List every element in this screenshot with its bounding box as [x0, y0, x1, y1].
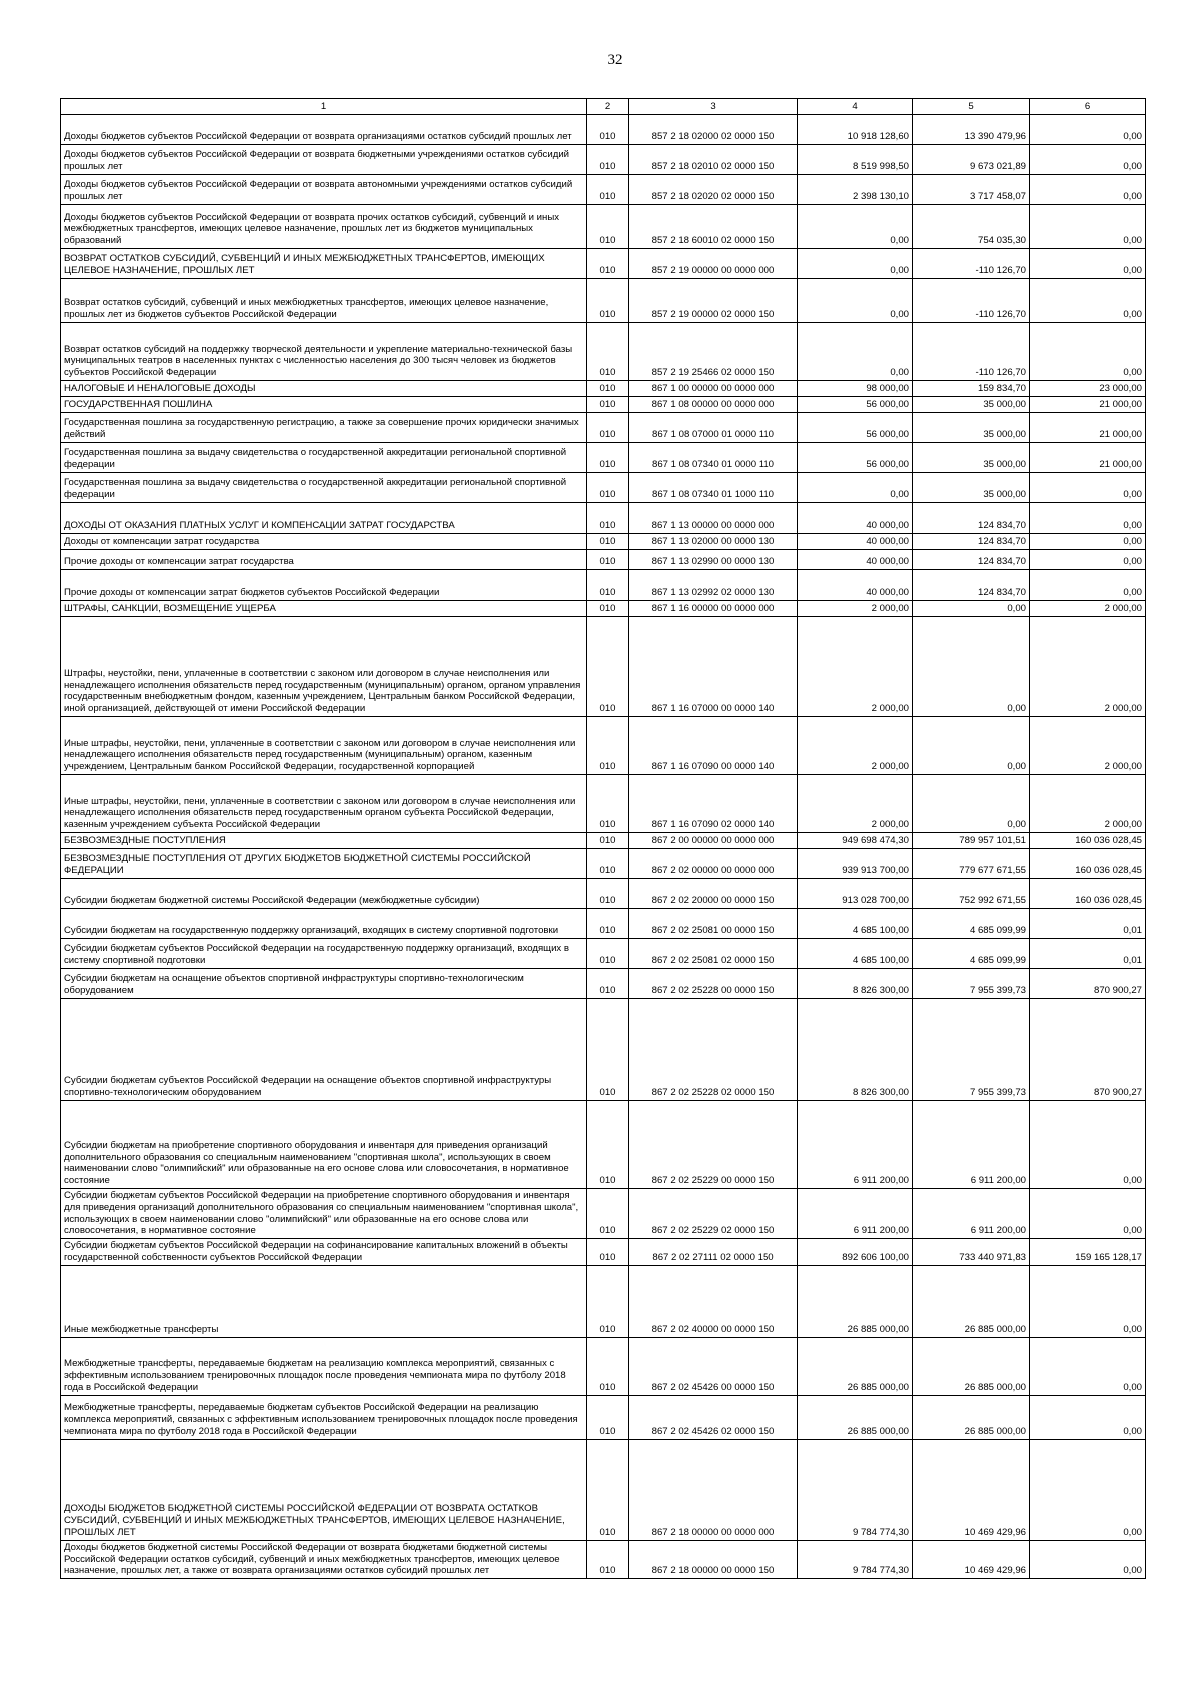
row-line-code: 010	[587, 1540, 629, 1578]
row-line-code: 010	[587, 205, 629, 249]
row-budget-code: 857 2 18 02010 02 0000 150	[629, 145, 798, 175]
row-line-code: 010	[587, 550, 629, 570]
row-name: Субсидии бюджетам субъектов Российской Федерации на софинансирование капитальных вложений в объекты государственной собственности субъектов Российской Федерации	[61, 1239, 587, 1266]
row-budget-code: 867 2 02 25228 02 0000 150	[629, 999, 798, 1101]
row-value-col6: 2 000,00	[1030, 617, 1146, 717]
row-name: Субсидии бюджетам на государственную поддержку организаций, входящих в систему спортивной подготовки	[61, 909, 587, 939]
row-line-code: 010	[587, 1265, 629, 1337]
row-value-col6: 0,00	[1030, 534, 1146, 550]
row-budget-code: 867 1 13 00000 00 0000 000	[629, 503, 798, 534]
table-row	[61, 717, 1146, 775]
row-value-col5: 9 673 021,89	[913, 145, 1030, 175]
header-cell: 2	[587, 99, 629, 115]
header-cell: 4	[798, 99, 913, 115]
row-value-col6: 0,00	[1030, 1540, 1146, 1578]
row-name: Возврат остатков субсидий, субвенций и иных межбюджетных трансфертов, имеющих целевое назначение, прошлых лет из бюджетов субъектов Российской Федерации	[61, 279, 587, 323]
header-cell: 5	[913, 99, 1030, 115]
row-name: ДОХОДЫ ОТ ОКАЗАНИЯ ПЛАТНЫХ УСЛУГ И КОМПЕНСАЦИИ ЗАТРАТ ГОСУДАРСТВА	[61, 503, 587, 534]
row-budget-code: 867 2 02 20000 00 0000 150	[629, 879, 798, 909]
row-value-col4: 939 913 700,00	[798, 849, 913, 879]
row-budget-code: 867 1 13 02000 00 0000 130	[629, 534, 798, 550]
row-value-col5: 159 834,70	[913, 381, 1030, 397]
row-value-col4: 98 000,00	[798, 381, 913, 397]
row-value-col4: 4 685 100,00	[798, 909, 913, 939]
row-value-col6: 0,00	[1030, 279, 1146, 323]
row-value-col4: 40 000,00	[798, 550, 913, 570]
table-row	[61, 849, 1146, 879]
row-name: Субсидии бюджетам субъектов Российской Федерации на приобретение спортивного оборудования и инвентаря для приведения организаций дополнительного образования со специальным наименованием "спортивная школа", использующих в своем наименовании слово "олимпийский" или образованные на его основе слова или словосочетания, в нормативное состояние	[61, 1189, 587, 1239]
row-value-col6: 0,00	[1030, 1189, 1146, 1239]
row-value-col4: 949 698 474,30	[798, 833, 913, 849]
row-value-col5: 752 992 671,55	[913, 879, 1030, 909]
row-name: Штрафы, неустойки, пени, уплаченные в соответствии с законом или договором в случае неисполнения или ненадлежащего исполнения обязательств перед государственным (муниципальным) органом, органом управления государственным внебюджетным фондом, казенным учреждением, Центральным банком Российской Федерации, иной организацией, действующей от имени Российской Федерации	[61, 617, 587, 717]
row-value-col6: 870 900,27	[1030, 969, 1146, 999]
row-budget-code: 867 1 16 07090 00 0000 140	[629, 717, 798, 775]
row-value-col5: 7 955 399,73	[913, 999, 1030, 1101]
row-value-col5: 0,00	[913, 775, 1030, 833]
row-value-col5: 3 717 458,07	[913, 175, 1030, 205]
row-value-col5: 124 834,70	[913, 550, 1030, 570]
row-line-code: 010	[587, 175, 629, 205]
row-value-col5: 35 000,00	[913, 443, 1030, 473]
row-value-col4: 40 000,00	[798, 534, 913, 550]
row-value-col4: 0,00	[798, 279, 913, 323]
row-value-col6: 0,01	[1030, 909, 1146, 939]
row-value-col5: 35 000,00	[913, 413, 1030, 443]
row-name: Доходы бюджетов субъектов Российской Федерации от возврата автономными учреждениями остатков субсидий прошлых лет	[61, 175, 587, 205]
table-row	[61, 1395, 1146, 1439]
row-value-col6: 2 000,00	[1030, 601, 1146, 617]
row-value-col6: 0,00	[1030, 145, 1146, 175]
row-budget-code: 867 2 18 00000 00 0000 150	[629, 1540, 798, 1578]
table-row	[61, 473, 1146, 503]
row-budget-code: 867 2 02 27111 02 0000 150	[629, 1239, 798, 1266]
row-value-col5: 26 885 000,00	[913, 1337, 1030, 1395]
table-row	[61, 503, 1146, 534]
row-line-code: 010	[587, 473, 629, 503]
row-name: ВОЗВРАТ ОСТАТКОВ СУБСИДИЙ, СУБВЕНЦИЙ И ИНЫХ МЕЖБЮДЖЕТНЫХ ТРАНСФЕРТОВ, ИМЕЮЩИХ ЦЕЛЕВОЕ НАЗНАЧЕНИЕ, ПРОШЛЫХ ЛЕТ	[61, 249, 587, 279]
table-row	[61, 775, 1146, 833]
row-name: Доходы бюджетов субъектов Российской Федерации от возврата бюджетными учреждениями остатков субсидий прошлых лет	[61, 145, 587, 175]
row-value-col4: 0,00	[798, 205, 913, 249]
table-row	[61, 279, 1146, 323]
row-name: ДОХОДЫ БЮДЖЕТОВ БЮДЖЕТНОЙ СИСТЕМЫ РОССИЙСКОЙ ФЕДЕРАЦИИ ОТ ВОЗВРАТА ОСТАТКОВ СУБСИДИЙ, СУБВЕНЦИЙ И ИНЫХ МЕЖБЮДЖЕТНЫХ ТРАНСФЕРТОВ, ИМЕЮЩИХ ЦЕЛЕВОЕ НАЗНАЧЕНИЕ, ПРОШЛЫХ ЛЕТ	[61, 1439, 587, 1540]
row-line-code: 010	[587, 909, 629, 939]
row-name: Государственная пошлина за выдачу свидетельства о государственной аккредитации региональной спортивной федерации	[61, 443, 587, 473]
table-row	[61, 249, 1146, 279]
table-row	[61, 443, 1146, 473]
row-value-col4: 8 826 300,00	[798, 969, 913, 999]
row-budget-code: 867 2 02 25228 00 0000 150	[629, 969, 798, 999]
row-value-col5: 6 911 200,00	[913, 1101, 1030, 1189]
row-value-col6: 0,00	[1030, 473, 1146, 503]
row-name: Прочие доходы от компенсации затрат бюджетов субъектов Российской Федерации	[61, 570, 587, 601]
row-value-col4: 56 000,00	[798, 443, 913, 473]
row-value-col4: 40 000,00	[798, 570, 913, 601]
row-value-col6: 0,00	[1030, 1337, 1146, 1395]
table-row	[61, 381, 1146, 397]
row-value-col6: 160 036 028,45	[1030, 833, 1146, 849]
row-budget-code: 867 1 00 00000 00 0000 000	[629, 381, 798, 397]
row-line-code: 010	[587, 381, 629, 397]
table-row	[61, 175, 1146, 205]
row-line-code: 010	[587, 1189, 629, 1239]
row-value-col5: 35 000,00	[913, 473, 1030, 503]
row-name: ШТРАФЫ, САНКЦИИ, ВОЗМЕЩЕНИЕ УЩЕРБА	[61, 601, 587, 617]
row-value-col5: 124 834,70	[913, 503, 1030, 534]
row-budget-code: 857 2 19 00000 02 0000 150	[629, 279, 798, 323]
row-value-col4: 6 911 200,00	[798, 1189, 913, 1239]
row-name: НАЛОГОВЫЕ И НЕНАЛОГОВЫЕ ДОХОДЫ	[61, 381, 587, 397]
row-line-code: 010	[587, 1395, 629, 1439]
table-row	[61, 145, 1146, 175]
table-row	[61, 323, 1146, 381]
row-line-code: 010	[587, 849, 629, 879]
row-budget-code: 867 1 08 00000 00 0000 000	[629, 397, 798, 413]
row-line-code: 010	[587, 617, 629, 717]
row-value-col6: 0,00	[1030, 115, 1146, 145]
row-budget-code: 867 2 02 40000 00 0000 150	[629, 1265, 798, 1337]
row-value-col6: 0,00	[1030, 1439, 1146, 1540]
row-line-code: 010	[587, 1101, 629, 1189]
row-budget-code: 867 2 02 45426 00 0000 150	[629, 1337, 798, 1395]
row-line-code: 010	[587, 717, 629, 775]
row-name: Субсидии бюджетам на оснащение объектов спортивной инфраструктуры спортивно-технологическим оборудованием	[61, 969, 587, 999]
row-value-col6: 0,00	[1030, 249, 1146, 279]
row-line-code: 010	[587, 999, 629, 1101]
budget-table	[60, 98, 1146, 1579]
row-value-col6: 0,00	[1030, 1101, 1146, 1189]
row-value-col6: 0,00	[1030, 205, 1146, 249]
table-row	[61, 1540, 1146, 1578]
page-number: 32	[607, 52, 623, 68]
row-name: Возврат остатков субсидий на поддержку творческой деятельности и укрепление материально-технической базы муниципальных театров в населенных пунктах с численностью населения до 300 тысяч человек из бюджетов субъектов Российской Федерации	[61, 323, 587, 381]
row-value-col5: 26 885 000,00	[913, 1395, 1030, 1439]
row-line-code: 010	[587, 939, 629, 969]
row-name: Межбюджетные трансферты, передаваемые бюджетам субъектов Российской Федерации на реализацию комплекса мероприятий, связанных с эффективным использованием тренировочных площадок после проведения чемпионата мира по футболу 2018 года в Российской Федерации	[61, 1395, 587, 1439]
row-budget-code: 867 1 08 07340 01 0000 110	[629, 443, 798, 473]
row-line-code: 010	[587, 323, 629, 381]
table-row	[61, 601, 1146, 617]
row-budget-code: 867 1 13 02990 00 0000 130	[629, 550, 798, 570]
row-name: Государственная пошлина за выдачу свидетельства о государственной аккредитации региональной спортивной федерации	[61, 473, 587, 503]
row-value-col5: 35 000,00	[913, 397, 1030, 413]
table-row	[61, 617, 1146, 717]
row-value-col6: 160 036 028,45	[1030, 849, 1146, 879]
row-value-col6: 23 000,00	[1030, 381, 1146, 397]
row-line-code: 010	[587, 601, 629, 617]
table-row	[61, 397, 1146, 413]
row-value-col4: 26 885 000,00	[798, 1395, 913, 1439]
row-name: Межбюджетные трансферты, передаваемые бюджетам на реализацию комплекса мероприятий, связанных с эффективным использованием тренировочных площадок после проведения чемпионата мира по футболу 2018 года в Российской Федерации	[61, 1337, 587, 1395]
row-line-code: 010	[587, 503, 629, 534]
row-value-col4: 2 000,00	[798, 617, 913, 717]
row-value-col5: 789 957 101,51	[913, 833, 1030, 849]
row-value-col5: 7 955 399,73	[913, 969, 1030, 999]
row-budget-code: 857 2 19 00000 00 0000 000	[629, 249, 798, 279]
row-value-col5: 0,00	[913, 601, 1030, 617]
row-value-col6: 2 000,00	[1030, 717, 1146, 775]
row-value-col4: 40 000,00	[798, 503, 913, 534]
row-line-code: 010	[587, 1337, 629, 1395]
row-name: БЕЗВОЗМЕЗДНЫЕ ПОСТУПЛЕНИЯ	[61, 833, 587, 849]
row-value-col5: 124 834,70	[913, 570, 1030, 601]
row-budget-code: 867 2 02 00000 00 0000 000	[629, 849, 798, 879]
row-name: Иные межбюджетные трансферты	[61, 1265, 587, 1337]
row-line-code: 010	[587, 879, 629, 909]
row-value-col6: 159 165 128,17	[1030, 1239, 1146, 1266]
row-value-col5: 26 885 000,00	[913, 1265, 1030, 1337]
row-line-code: 010	[587, 775, 629, 833]
row-line-code: 010	[587, 115, 629, 145]
header-cell: 6	[1030, 99, 1146, 115]
row-value-col4: 56 000,00	[798, 397, 913, 413]
table-row	[61, 909, 1146, 939]
row-line-code: 010	[587, 443, 629, 473]
table-row	[61, 939, 1146, 969]
row-value-col6: 0,00	[1030, 1395, 1146, 1439]
row-value-col6: 870 900,27	[1030, 999, 1146, 1101]
row-value-col4: 892 606 100,00	[798, 1239, 913, 1266]
header-cell: 3	[629, 99, 798, 115]
row-value-col5: 6 911 200,00	[913, 1189, 1030, 1239]
row-budget-code: 867 1 13 02992 02 0000 130	[629, 570, 798, 601]
row-value-col4: 2 000,00	[798, 601, 913, 617]
row-name: ГОСУДАРСТВЕННАЯ ПОШЛИНА	[61, 397, 587, 413]
row-value-col6: 0,00	[1030, 1265, 1146, 1337]
row-line-code: 010	[587, 969, 629, 999]
row-value-col4: 8 519 998,50	[798, 145, 913, 175]
row-value-col5: -110 126,70	[913, 279, 1030, 323]
row-value-col6: 0,00	[1030, 503, 1146, 534]
row-value-col5: 4 685 099,99	[913, 909, 1030, 939]
table-row	[61, 205, 1146, 249]
row-value-col4: 2 000,00	[798, 775, 913, 833]
row-value-col4: 9 784 774,30	[798, 1439, 913, 1540]
row-name: Доходы от компенсации затрат государства	[61, 534, 587, 550]
row-name: Субсидии бюджетам на приобретение спортивного оборудования и инвентаря для приведения организаций дополнительного образования со специальным наименованием "спортивная школа", использующих в своем наименовании слово "олимпийский" или образованные на его основе слова или словосочетания, в нормативное состояние	[61, 1101, 587, 1189]
table-row	[61, 413, 1146, 443]
row-value-col6: 2 000,00	[1030, 775, 1146, 833]
row-value-col5: -110 126,70	[913, 249, 1030, 279]
row-budget-code: 867 1 16 00000 00 0000 000	[629, 601, 798, 617]
row-value-col4: 0,00	[798, 249, 913, 279]
row-line-code: 010	[587, 1439, 629, 1540]
row-value-col4: 2 000,00	[798, 717, 913, 775]
table-row	[61, 115, 1146, 145]
row-line-code: 010	[587, 397, 629, 413]
row-line-code: 010	[587, 249, 629, 279]
row-value-col4: 2 398 130,10	[798, 175, 913, 205]
row-value-col4: 26 885 000,00	[798, 1337, 913, 1395]
row-value-col4: 6 911 200,00	[798, 1101, 913, 1189]
row-value-col4: 9 784 774,30	[798, 1540, 913, 1578]
table-row	[61, 969, 1146, 999]
row-value-col4: 10 918 128,60	[798, 115, 913, 145]
row-name: Иные штрафы, неустойки, пени, уплаченные в соответствии с законом или договором в случае неисполнения или ненадлежащего исполнения обязательств перед государственным (муниципальным) органом, казенным учреждением, Центральным банком Российской Федерации, государственной корпорацией	[61, 717, 587, 775]
row-line-code: 010	[587, 833, 629, 849]
row-name: Государственная пошлина за государственную регистрацию, а также за совершение прочих юридически значимых действий	[61, 413, 587, 443]
row-name: Прочие доходы от компенсации затрат государства	[61, 550, 587, 570]
table-row	[61, 550, 1146, 570]
row-budget-code: 867 1 16 07090 02 0000 140	[629, 775, 798, 833]
table-row	[61, 534, 1146, 550]
row-value-col5: 13 390 479,96	[913, 115, 1030, 145]
row-budget-code: 867 2 02 25081 00 0000 150	[629, 909, 798, 939]
row-value-col5: 0,00	[913, 717, 1030, 775]
row-value-col5: 4 685 099,99	[913, 939, 1030, 969]
row-budget-code: 857 2 18 02000 02 0000 150	[629, 115, 798, 145]
row-value-col4: 0,00	[798, 473, 913, 503]
row-value-col5: 10 469 429,96	[913, 1439, 1030, 1540]
row-value-col6: 21 000,00	[1030, 397, 1146, 413]
row-line-code: 010	[587, 279, 629, 323]
header-row	[61, 99, 1146, 115]
row-line-code: 010	[587, 413, 629, 443]
row-value-col6: 0,00	[1030, 570, 1146, 601]
header-cell: 1	[61, 99, 587, 115]
table-row	[61, 1265, 1146, 1337]
row-value-col5: 733 440 971,83	[913, 1239, 1030, 1266]
table-row	[61, 1439, 1146, 1540]
table-row	[61, 879, 1146, 909]
row-value-col4: 4 685 100,00	[798, 939, 913, 969]
row-name: Доходы бюджетов бюджетной системы Российской Федерации от возврата бюджетами бюджетной системы Российской Федерации остатков субсидий, субвенций и иных межбюджетных трансфертов, имеющих целевое назначение, прошлых лет, а также от возврата организациями остатков субсидий прошлых лет	[61, 1540, 587, 1578]
row-budget-code: 857 2 18 60010 02 0000 150	[629, 205, 798, 249]
row-name: Субсидии бюджетам бюджетной системы Российской Федерации (межбюджетные субсидии)	[61, 879, 587, 909]
row-line-code: 010	[587, 1239, 629, 1266]
row-value-col4: 913 028 700,00	[798, 879, 913, 909]
row-value-col6: 21 000,00	[1030, 443, 1146, 473]
row-value-col6: 0,01	[1030, 939, 1146, 969]
row-name: Доходы бюджетов субъектов Российской Федерации от возврата организациями остатков субсидий прошлых лет	[61, 115, 587, 145]
row-value-col4: 26 885 000,00	[798, 1265, 913, 1337]
table-row	[61, 1101, 1146, 1189]
row-budget-code: 867 2 02 45426 02 0000 150	[629, 1395, 798, 1439]
table-row	[61, 999, 1146, 1101]
row-budget-code: 867 2 02 25229 02 0000 150	[629, 1189, 798, 1239]
row-value-col6: 0,00	[1030, 175, 1146, 205]
row-name: Субсидии бюджетам субъектов Российской Федерации на оснащение объектов спортивной инфраструктуры спортивно-технологическим оборудованием	[61, 999, 587, 1101]
row-value-col6: 0,00	[1030, 550, 1146, 570]
row-value-col6: 160 036 028,45	[1030, 879, 1146, 909]
row-value-col4: 0,00	[798, 323, 913, 381]
row-budget-code: 857 2 19 25466 02 0000 150	[629, 323, 798, 381]
row-value-col5: 10 469 429,96	[913, 1540, 1030, 1578]
row-budget-code: 867 2 18 00000 00 0000 000	[629, 1439, 798, 1540]
table-row	[61, 1239, 1146, 1266]
table-row	[61, 1337, 1146, 1395]
row-value-col5: 0,00	[913, 617, 1030, 717]
row-name: Доходы бюджетов субъектов Российской Федерации от возврата прочих остатков субсидий, субвенций и иных межбюджетных трансфертов, имеющих целевое назначение, прошлых лет из бюджетов муниципальных образований	[61, 205, 587, 249]
row-value-col5: 124 834,70	[913, 534, 1030, 550]
row-budget-code: 867 1 08 07340 01 1000 110	[629, 473, 798, 503]
row-line-code: 010	[587, 534, 629, 550]
row-value-col5: 779 677 671,55	[913, 849, 1030, 879]
row-value-col4: 56 000,00	[798, 413, 913, 443]
table-row	[61, 833, 1146, 849]
row-value-col6: 21 000,00	[1030, 413, 1146, 443]
row-line-code: 010	[587, 145, 629, 175]
row-value-col6: 0,00	[1030, 323, 1146, 381]
table-row	[61, 1189, 1146, 1239]
row-name: Субсидии бюджетам субъектов Российской Федерации на государственную поддержку организаций, входящих в систему спортивной подготовки	[61, 939, 587, 969]
row-line-code: 010	[587, 570, 629, 601]
row-budget-code: 867 1 08 07000 01 0000 110	[629, 413, 798, 443]
table-row	[61, 570, 1146, 601]
row-budget-code: 867 2 00 00000 00 0000 000	[629, 833, 798, 849]
row-budget-code: 867 2 02 25229 00 0000 150	[629, 1101, 798, 1189]
row-value-col5: -110 126,70	[913, 323, 1030, 381]
row-value-col5: 754 035,30	[913, 205, 1030, 249]
row-budget-code: 857 2 18 02020 02 0000 150	[629, 175, 798, 205]
row-name: БЕЗВОЗМЕЗДНЫЕ ПОСТУПЛЕНИЯ ОТ ДРУГИХ БЮДЖЕТОВ БЮДЖЕТНОЙ СИСТЕМЫ РОССИЙСКОЙ ФЕДЕРАЦИИ	[61, 849, 587, 879]
row-budget-code: 867 1 16 07000 00 0000 140	[629, 617, 798, 717]
row-value-col4: 8 826 300,00	[798, 999, 913, 1101]
row-budget-code: 867 2 02 25081 02 0000 150	[629, 939, 798, 969]
row-name: Иные штрафы, неустойки, пени, уплаченные в соответствии с законом или договором в случае неисполнения или ненадлежащего исполнения обязательств перед государственным органом субъекта Российской Федерации, казенным учреждением субъекта Российской Федерации	[61, 775, 587, 833]
